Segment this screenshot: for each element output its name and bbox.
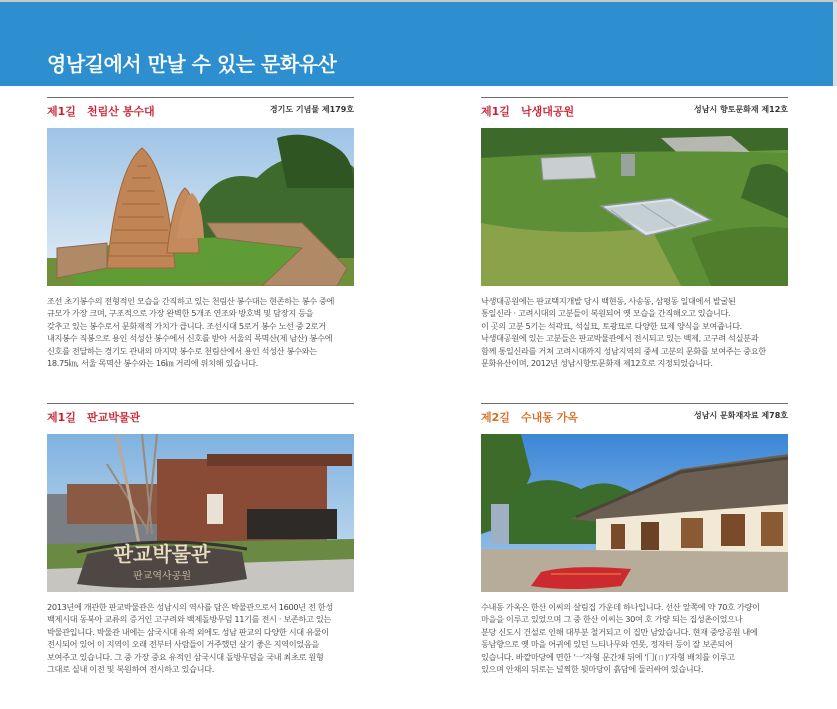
description-line: 수내동 가옥은 한산 이씨의 살림집 가운데 하나입니다. 선산 앞쪽에 약 70호 가량이: [481, 602, 760, 612]
description-line: 백제시대 동북아 교류의 증거인 고구려와 백제돌방무덤 11기를 전시 · 보존하고 있는: [47, 614, 331, 625]
museum-sign-subtext: 판교역사공원: [133, 571, 191, 582]
heritage-name: 낙생대공원: [521, 105, 575, 118]
description-line: 통일신라 · 고려시대의 고분들이 복원되어 옛 모습을 간직해오고 있습니다.: [481, 308, 731, 319]
description-text: [481, 601, 788, 675]
heritage-card-nakseongdae: [481, 97, 788, 369]
route-number: 제1길: [481, 105, 510, 118]
description-line: 박물관입니다. 박물관 내에는 삼국시대 유적 외에도 성남 판교의 다양한 시대 유물이: [47, 626, 329, 637]
description-line: 갖추고 있는 봉수로서 문화재적 가치가 큽니다. 조선시대 5로거 봉수 노선 중 2로거: [47, 320, 326, 331]
heritage-card-pangyo-museum: [47, 403, 354, 675]
description-text: [481, 295, 788, 369]
photo-pangyo-museum: [47, 434, 354, 592]
description-line: 그대로 실내 이전 및 복원하여 전시하고 있습니다.: [47, 664, 214, 675]
description-line: 있습니다. 바깥마당에 면한 '一'자형 문간채 뒤에 '冂(ㄇ)'자형 배치를 이루고: [481, 651, 735, 662]
route-number: 제2길: [481, 411, 510, 424]
route-number: 제1길: [47, 105, 76, 118]
description-line: 낙생대공원에 있는 고분들은 판교박물관에서 전시되고 있는 백제, 고구려 석실분과: [481, 333, 759, 344]
heritage-card-sunaedong-house: [481, 403, 788, 675]
description-line: 마을을 이루고 있었으며 그 중 한산 이씨는 30여 호 가량 되는 집성촌이었으나: [481, 614, 743, 625]
description-line: 분당 신도시 건설로 인해 대부분 철거되고 이 집만 남았습니다. 현재 중앙공원 내에: [481, 626, 758, 637]
description-line: 규모가 가장 크며, 구조적으로 가장 완벽한 5개조 연조와 방호벽 및 담장지 등을: [47, 308, 314, 319]
description-text: [47, 295, 354, 369]
designation-label: 경기도 기념물 제179호: [269, 105, 354, 114]
description-line: 조선 초기봉수의 전형적인 모습을 간직하고 있는 천림산 봉수대는 현존하는 봉수 중에: [47, 296, 335, 306]
photo-beacon-towers: [47, 128, 354, 286]
heritage-name: 천림산 봉수대: [87, 105, 155, 118]
page-title: 영남길에서 만날 수 있는 문화유산: [47, 52, 337, 76]
card-header: [481, 97, 788, 122]
description-line: 보여주고 있습니다. 그 중 가장 중요 유적인 삼국시대 돌방무덤을 국내 최초로 원형: [47, 651, 324, 662]
card-header: [47, 403, 354, 428]
heritage-name: 수내동 가옥: [521, 411, 578, 424]
heritage-card-beacon: [47, 97, 354, 369]
description-line: 함께 통일신라를 거쳐 고려시대까지 성남지역의 중세 고분의 문화를 보여주는 중요한: [481, 345, 766, 356]
description-line: 이 곳의 고분 5기는 석곽묘, 석실묘, 토광묘로 다양한 묘제 양식을 보여줍니다.: [481, 320, 742, 331]
description-text: [47, 601, 354, 675]
photo-ancient-tombs: [481, 128, 788, 286]
designation-label: 성남시 향토문화재 제12호: [694, 105, 788, 114]
description-line: 18.75㎞, 서울 목멱산 봉수와는 16㎞ 거리에 위치해 있습니다.: [47, 358, 258, 369]
card-header: [47, 97, 354, 122]
title-banner: [0, 2, 837, 86]
route-number: 제1길: [47, 411, 76, 424]
photo-sunaedong-house: [481, 434, 788, 592]
description-line: 2013년에 개관한 판교박물관은 성남시의 역사를 담은 박물관으로서 1600년 전 한성: [47, 602, 333, 612]
heritage-name: 판교박물관: [87, 411, 141, 424]
card-header: [481, 403, 788, 428]
description-line: 신호를 전달하는 경기도 관내의 마지막 봉수로 천림산에서 용인 석성산 봉수와는: [47, 345, 317, 356]
description-line: 있으며 안채의 뒤로는 널찍한 뒷마당이 흙담에 둘러싸여 있습니다.: [481, 664, 704, 675]
description-line: 전시되어 있어 이 지역이 오래 전부터 사람들이 거주했던 살기 좋은 지역이었음을: [47, 639, 319, 650]
description-line: 동남향으로 옛 마을 어귀에 있던 느티나무와 연못, 정자터 등이 잘 보존되어: [481, 639, 733, 650]
description-line: 낙생대공원에는 판교택지개발 당시 백현동, 사송동, 삼평동 일대에서 발굴된: [481, 296, 736, 306]
museum-sign-text: 판교박물관: [113, 542, 211, 566]
description-line: 내지봉수 직봉으로 용인 석성산 봉수에서 신호를 받아 서울의 목멱산(제 남산) 봉수에: [47, 333, 333, 344]
description-line: 문화유산이며, 2012년 성남시향토문화재 제12호로 지정되었습니다.: [481, 358, 713, 369]
designation-label: 성남시 문화재자료 제78호: [694, 411, 788, 420]
